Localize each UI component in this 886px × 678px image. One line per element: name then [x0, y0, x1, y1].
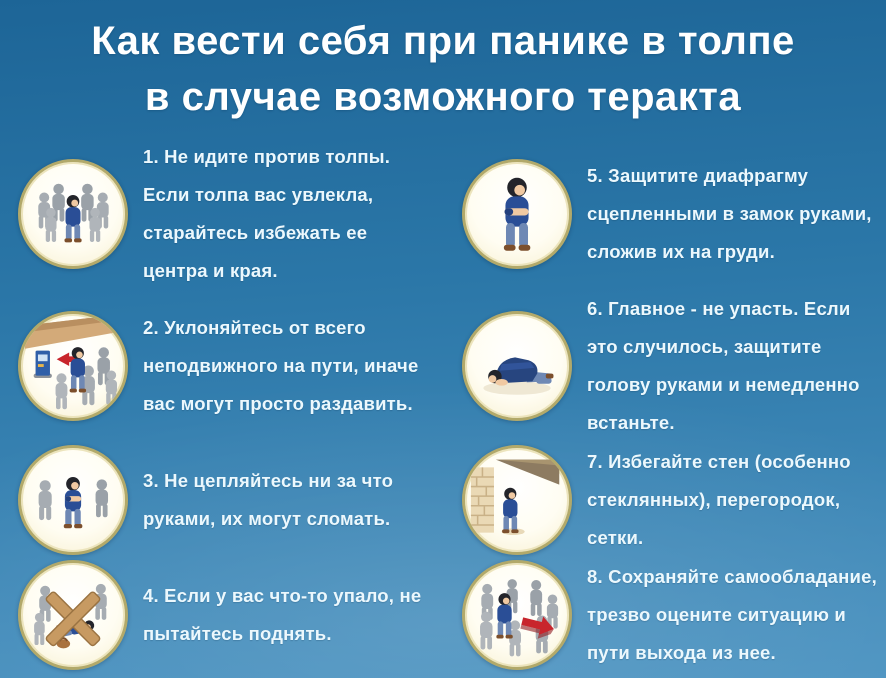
tip-item-4	[18, 557, 434, 672]
tip-item-5	[462, 138, 878, 290]
tip-7-icon-circle	[462, 445, 572, 555]
title-line-1: Как вести себя при панике в толпе	[91, 19, 795, 63]
tip-5-icon-circle	[462, 159, 572, 269]
tip-item-2	[18, 290, 434, 442]
tip-5-text: 5. Защитите диафрагму сцепленными в замок руками, сложив их на груди.	[587, 165, 872, 262]
tip-7-text: 7. Избегайте стен (особенно стеклянных), перегородок, сетки.	[587, 450, 851, 548]
tip-3-icon-circle	[18, 445, 128, 555]
tip-item-7	[462, 442, 878, 557]
tip-4-text: 4. Если у вас что-то упало, не пытайтесь поднять.	[143, 584, 422, 644]
tip-8-text: 8. Сохраняйте самообладание, трезво оцените ситуацию и пути выхода из нее.	[587, 565, 877, 663]
tip-item-1	[18, 138, 434, 290]
no-grabbing-icon	[25, 452, 121, 548]
tip-1-icon-circle	[18, 159, 128, 269]
tip-item-3	[18, 442, 434, 557]
tip-8-icon-circle	[462, 560, 572, 670]
tip-6-text: 6. Главное - не упасть. Если это случилось, защитите голову руками и немедленно встаньте.	[587, 298, 860, 433]
tip-item-8	[462, 557, 878, 672]
tips-grid	[0, 138, 886, 672]
tip-6-icon-circle	[462, 311, 572, 421]
fallen-protect-head-icon	[469, 318, 565, 414]
tip-item-6	[462, 290, 878, 442]
avoid-walls-icon	[469, 452, 565, 548]
poster-title	[0, 0, 886, 125]
dropped-item-icon	[25, 567, 121, 663]
crowd-avoid-center-icon	[25, 166, 121, 262]
title-line-2: в случае возможного теракта	[144, 75, 742, 119]
protect-diaphragm-icon	[469, 166, 565, 262]
tip-1-text: 1. Не идите против толпы. Если толпа вас увлекла, старайтесь избежать ее центра и края.	[143, 146, 391, 281]
tip-3-text: 3. Не цепляйтесь ни за что руками, их могут сломать.	[143, 469, 394, 529]
tip-4-icon-circle	[18, 560, 128, 670]
stay-calm-exit-icon	[469, 567, 565, 663]
avoid-obstacle-icon	[25, 318, 121, 414]
tip-2-icon-circle	[18, 311, 128, 421]
tip-2-text: 2. Уклоняйтесь от всего неподвижного на пути, иначе вас могут просто раздавить.	[143, 317, 419, 414]
